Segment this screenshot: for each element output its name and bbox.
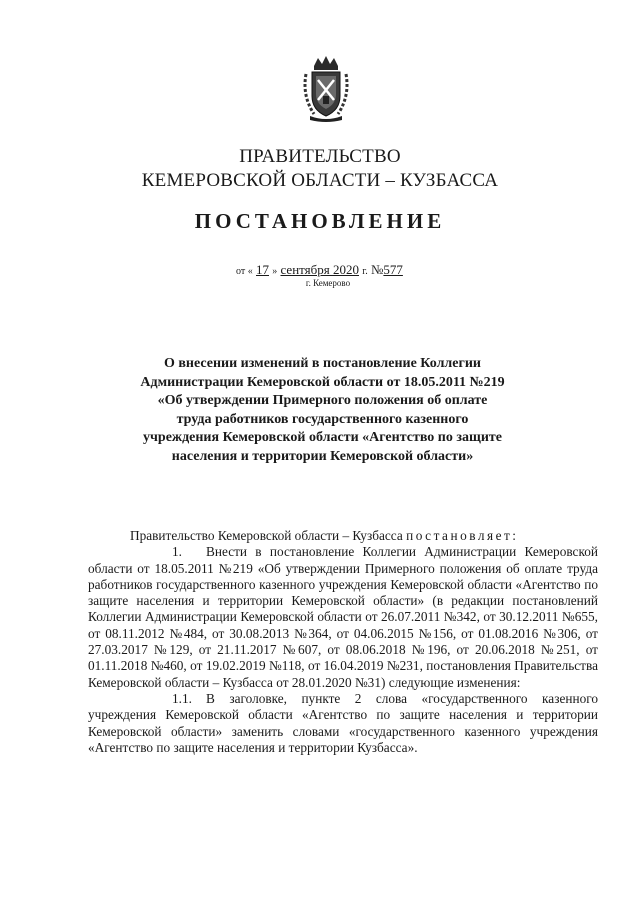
number-label: № — [370, 262, 384, 277]
date-g: г. — [362, 266, 368, 277]
item-1-1-number: 1.1. — [172, 690, 192, 706]
document-type-title: ПОСТАНОВЛЕНИЕ — [194, 209, 446, 233]
date-prefix: от « — [236, 266, 253, 277]
city: г. Кемерово — [305, 278, 351, 288]
government-name-line2: КЕМЕРОВСКОЙ ОБЛАСТИ – КУЗБАССА — [141, 170, 499, 191]
dateline — [236, 262, 403, 278]
government-name-line1: ПРАВИТЕЛЬСТВО — [239, 146, 401, 167]
coat-of-arms-icon — [300, 56, 352, 122]
intro-text: Правительство Кемеровской области – Кузбасса — [130, 528, 403, 543]
item-1-1 — [88, 691, 598, 756]
intro-paragraph — [88, 528, 598, 544]
item-1-1-text: В заголовке, пункте 2 слова «государственного казенного учреждения Кемеровской области «Агентство по защите населения и территории Кемеровской области» заменить словами «государственного казенного учреждения «Агентство по защите населения и территории Кузбасса». — [88, 690, 598, 755]
date-month-year: сентября 2020 — [280, 262, 359, 277]
document-body — [88, 528, 598, 756]
item-1-number: 1. — [172, 544, 182, 560]
document-number: 577 — [383, 262, 403, 277]
item-1-text: Внести в постановление Коллегии Администрации Кемеровской области от 18.05.2011 №219 «Об утверждении Примерного положения об оплате труда работников государственного казенного учреждения Кемеровской области «Агентство по защите населения и территории Кемеровской области» (в редакции постановлений Коллегии Администрации Кемеровской области от 26.07.2011 №342, от 30.12.2011 №655, от 08.11.2012 №484, от 30.08.2013 №364, от 04.06.2015 №156, от 01.08.2016 №306, от 27.03.2017 №129, от 21.11.2017 №607, от 08.06.2018 №196, от 20.06.2018 №251, от 01.11.2018 №460, от 19.02.2019 №118, от 16.04.2019 №231, постановления Правительства Кемеровской области – Кузбасса от 28.01.2020 №31) следующие изменения: — [88, 544, 598, 690]
intro-resolves: постановляет: — [406, 528, 519, 543]
date-day: 17 — [256, 262, 269, 277]
item-1 — [88, 544, 598, 691]
date-mid: » — [272, 266, 278, 277]
document-subject: О внесении изменений в постановление Коллегии Администрации Кемеровской области от 18.05.2011 №219 «Об утверждении Примерного положения об оплате труда работников государственного казенного учреждения Кемеровской области «Агентство по защите населения и территории Кемеровской области» — [140, 356, 505, 464]
